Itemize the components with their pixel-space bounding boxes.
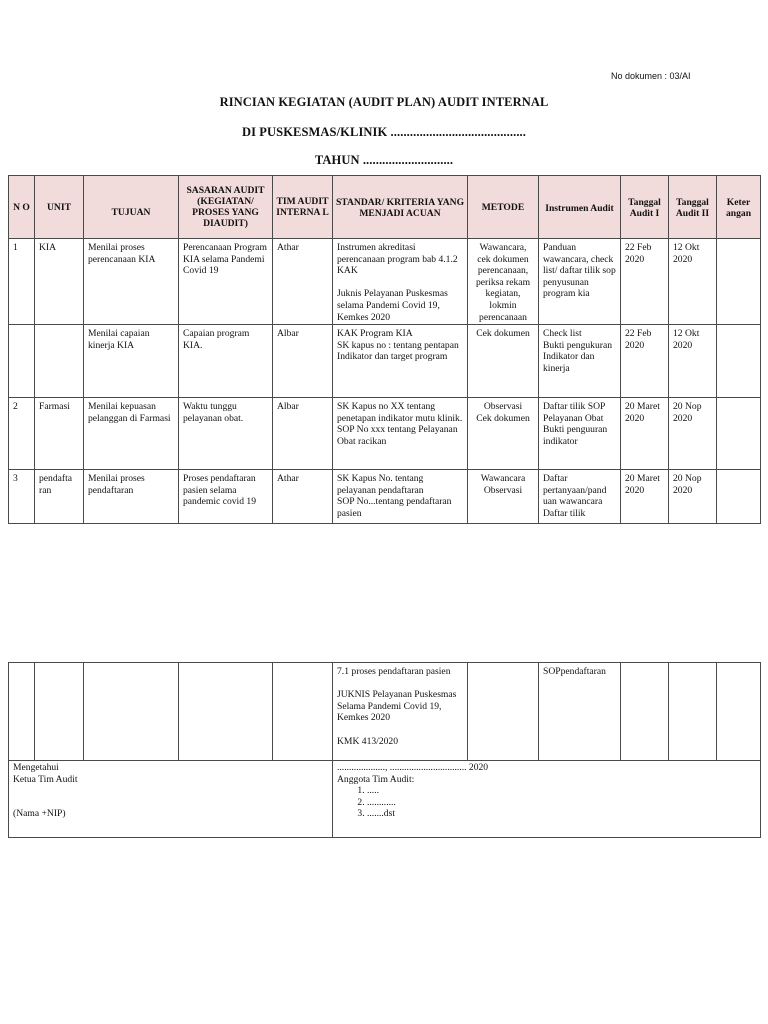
signature-left: [9, 761, 333, 838]
cont-unit: [35, 663, 84, 761]
anggota-tim-label: Anggota Tim Audit:: [337, 773, 415, 785]
row-4-instrumen-1: Daftar pertanyaan/pand uan wawancara: [543, 473, 607, 508]
row-2-tim: Albar: [273, 325, 333, 398]
row-4-tim: Athar: [273, 470, 333, 524]
document-number: No dokumen : 03/AI: [611, 71, 691, 81]
row-3-unit: Farmasi: [35, 398, 84, 470]
nama-nip-placeholder: (Nama +NIP): [13, 808, 66, 820]
header-no: N O: [9, 176, 35, 239]
document-subtitle-location: DI PUSKESMAS/KLINIK ..........................................: [241, 125, 526, 139]
table-row: [9, 470, 761, 524]
ketua-tim-label: Ketua Tim Audit: [13, 773, 78, 785]
list-item: 3. .......dst: [367, 808, 756, 820]
mengetahui-label: Mengetahui: [13, 762, 59, 773]
table-row: [9, 239, 761, 325]
row-2-tanggal-1: 22 Feb 2020: [621, 325, 669, 398]
row-4-metode-2: Observasi: [483, 484, 523, 496]
row-2-sasaran: Capaian program KIA.: [179, 325, 273, 398]
row-4-metode-1: Wawancara: [480, 473, 526, 484]
row-1-sasaran: Perencanaan Program KIA selama Pandemi Covid 19: [179, 239, 273, 325]
row-3-instrumen-2: Bukti penguuran indikator: [543, 424, 608, 447]
table-row: [9, 325, 761, 398]
row-1-keterangan: [717, 239, 761, 325]
audit-plan-table: [8, 175, 761, 524]
cont-tim: [273, 663, 333, 761]
row-2-no: [9, 325, 35, 398]
signature-date-line: ...................., ................................ 2020: [337, 762, 489, 773]
row-3-tim: Albar: [273, 398, 333, 470]
row-4-tanggal-1: 20 Maret 2020: [621, 470, 669, 524]
cont-standar: [333, 663, 468, 761]
header-tujuan: TUJUAN: [84, 176, 179, 239]
row-2-standar: [333, 325, 468, 398]
row-4-metode: [468, 470, 539, 524]
row-4-tanggal-2: 20 Nop 2020: [669, 470, 717, 524]
header-unit: UNIT: [35, 176, 84, 239]
row-3-instrumen: [539, 398, 621, 470]
row-1-standar-2: Juknis Pelayanan Puskesmas selama Pandemi Covid 19, Kemkes 2020: [337, 288, 448, 323]
cont-tanggal-2: [669, 663, 717, 761]
header-tim: TIM AUDIT INTERNA L: [273, 176, 333, 239]
header-tanggal-audit-2: Tanggal Audit II: [669, 176, 717, 239]
row-1-metode: Wawancara, cek dokumen perencanaan, periksa rekam kegiatan, lokmin perencanaan: [468, 239, 539, 325]
row-4-no: 3: [9, 470, 35, 524]
cont-sasaran: [179, 663, 273, 761]
row-4-standar-1: SK Kapus No. tentang pelayanan pendaftaran: [337, 473, 424, 496]
row-4-instrumen-2: Daftar tilik: [543, 507, 586, 519]
row-3-metode-2: Cek dokumen: [476, 412, 530, 424]
row-2-tanggal-2: 12 Okt 2020: [669, 325, 717, 398]
row-3-standar-2: SOP No xxx tentang Pelayanan Obat racikan: [337, 424, 458, 447]
row-1-instrumen: Panduan wawancara, check list/ daftar tilik sop penyusunan program kia: [539, 239, 621, 325]
row-2-instrumen: [539, 325, 621, 398]
row-4-standar: [333, 470, 468, 524]
row-2-standar-1: KAK Program KIA: [337, 328, 413, 339]
header-standar: STANDAR/ KRITERIA YANG MENJADI ACUAN: [333, 176, 468, 239]
row-2-standar-2: SK kapus no : tentang pentapan Indikator dan target program: [337, 339, 459, 363]
row-3-no: 2: [9, 398, 35, 470]
row-4-sasaran: Proses pendaftaran pasien selama pandemic covid 19: [179, 470, 273, 524]
row-2-unit: [35, 325, 84, 398]
cont-standar-1: 7.1 proses pendaftaran pasien: [337, 666, 451, 677]
row-1-tanggal-2: 12 Okt 2020: [669, 239, 717, 325]
row-1-tujuan: Menilai proses perencanaan KIA: [84, 239, 179, 325]
table-row: [9, 398, 761, 470]
document-title: RINCIAN KEGIATAN (AUDIT PLAN) AUDIT INTERNAL: [219, 95, 549, 109]
row-4-standar-2: SOP No...tentang pendaftaran pasien: [337, 496, 452, 519]
list-item: 1. .....: [367, 785, 756, 797]
row-1-standar-1: Instrumen akreditasi perencanaan program bab 4.1.2 KAK: [337, 242, 458, 277]
header-tanggal-audit-1: Tanggal Audit I: [621, 176, 669, 239]
table-header-row: [9, 176, 761, 239]
cont-metode: [468, 663, 539, 761]
row-2-tujuan: Menilai capaian kinerja KIA: [84, 325, 179, 398]
row-3-sasaran: Waktu tunggu pelayanan obat.: [179, 398, 273, 470]
audit-plan-table-continued: [8, 662, 761, 838]
cont-standar-3: KMK 413/2020: [337, 735, 399, 747]
row-3-tanggal-2: 20 Nop 2020: [669, 398, 717, 470]
header-metode: METODE: [468, 176, 539, 239]
header-instrumen: Instrumen Audit: [539, 176, 621, 239]
row-1-tanggal-1: 22 Feb 2020: [621, 239, 669, 325]
list-item: 2. ............: [367, 797, 756, 809]
cont-standar-2: JUKNIS Pelayanan Puskesmas Selama Pandemi Covid 19, Kemkes 2020: [337, 689, 457, 724]
header-keterangan: Keter angan: [717, 176, 761, 239]
cont-no: [9, 663, 35, 761]
row-3-standar-1: SK Kapus no XX tentang penetapan indikator mutu klinik.: [337, 401, 463, 424]
row-4-unit: pendafta ran: [35, 470, 84, 524]
row-2-instrumen-2: Bukti pengukuran Indikator dan kinerja: [543, 339, 613, 374]
row-3-instrumen-1: Daftar tilik SOP Pelayanan Obat: [543, 401, 605, 424]
row-4-keterangan: [717, 470, 761, 524]
row-4-tujuan: Menilai proses pendaftaran: [84, 470, 179, 524]
row-3-metode: [468, 398, 539, 470]
table-row: [9, 663, 761, 761]
row-2-keterangan: [717, 325, 761, 398]
cont-tujuan: [84, 663, 179, 761]
signature-row: [9, 761, 761, 838]
row-3-tanggal-1: 20 Maret 2020: [621, 398, 669, 470]
signature-right: [333, 761, 761, 838]
row-3-standar: [333, 398, 468, 470]
row-3-metode-1: Observasi: [483, 401, 523, 412]
row-3-keterangan: [717, 398, 761, 470]
cont-keterangan: [717, 663, 761, 761]
row-2-instrumen-1: Check list: [543, 328, 582, 339]
row-1-no: 1: [9, 239, 35, 325]
row-3-tujuan: Menilai kepuasan pelanggan di Farmasi: [84, 398, 179, 470]
row-1-unit: KIA: [35, 239, 84, 325]
row-1-standar: [333, 239, 468, 325]
document-subtitle-year: TAHUN ............................: [314, 153, 454, 167]
row-1-tim: Athar: [273, 239, 333, 325]
row-2-metode: Cek dokumen: [468, 325, 539, 398]
anggota-list: [337, 785, 756, 820]
cont-instrumen: SOPpendaftaran: [539, 663, 621, 761]
row-4-instrumen: [539, 470, 621, 524]
header-sasaran: SASARAN AUDIT (KEGIATAN/ PROSES YANG DIAUDIT): [179, 176, 273, 239]
cont-tanggal-1: [621, 663, 669, 761]
